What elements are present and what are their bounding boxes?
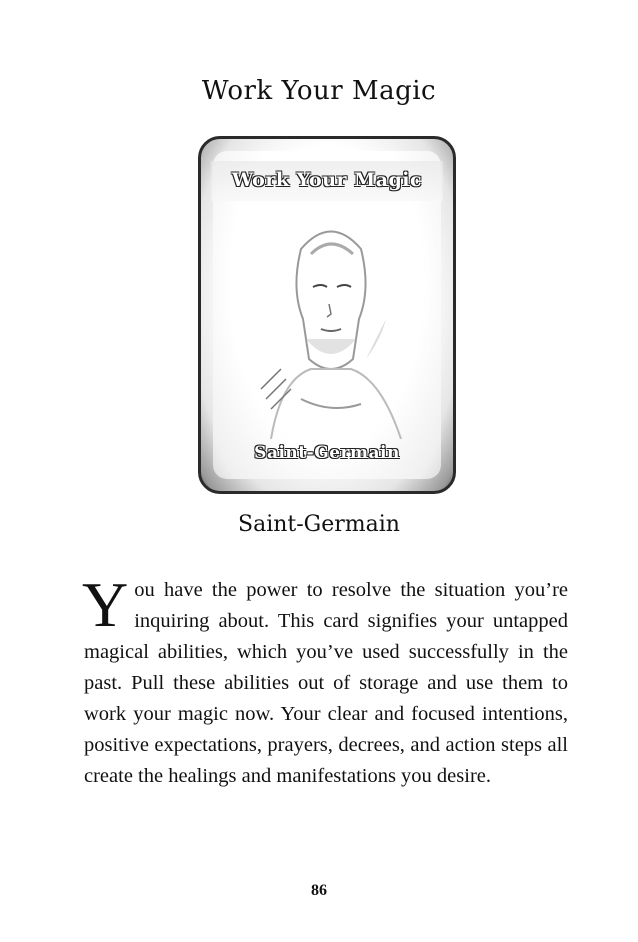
page-number: 86 — [311, 882, 327, 899]
drop-cap: Y — [82, 569, 129, 640]
card-description — [82, 569, 568, 792]
card-name-plate: Saint-Germain — [254, 443, 400, 463]
description-text: ou have the power to resolve the situation you’re inquiring about. This card signifies your untapped magical abilities, which you’ve used successfully in the past. Pull these abilities out of storage and use them to work your magic now. Your clear and focused intentions, positive expectations, prayers, decrees, and action steps all create the healings and manifestations you desire. — [84, 579, 568, 787]
card-caption: Saint-Germain — [238, 512, 400, 537]
oracle-card-image — [198, 136, 456, 494]
card-banner-title: Work Your Magic — [231, 169, 423, 191]
page-title: Work Your Magic — [201, 76, 437, 106]
saint-germain-portrait-icon — [241, 209, 421, 439]
